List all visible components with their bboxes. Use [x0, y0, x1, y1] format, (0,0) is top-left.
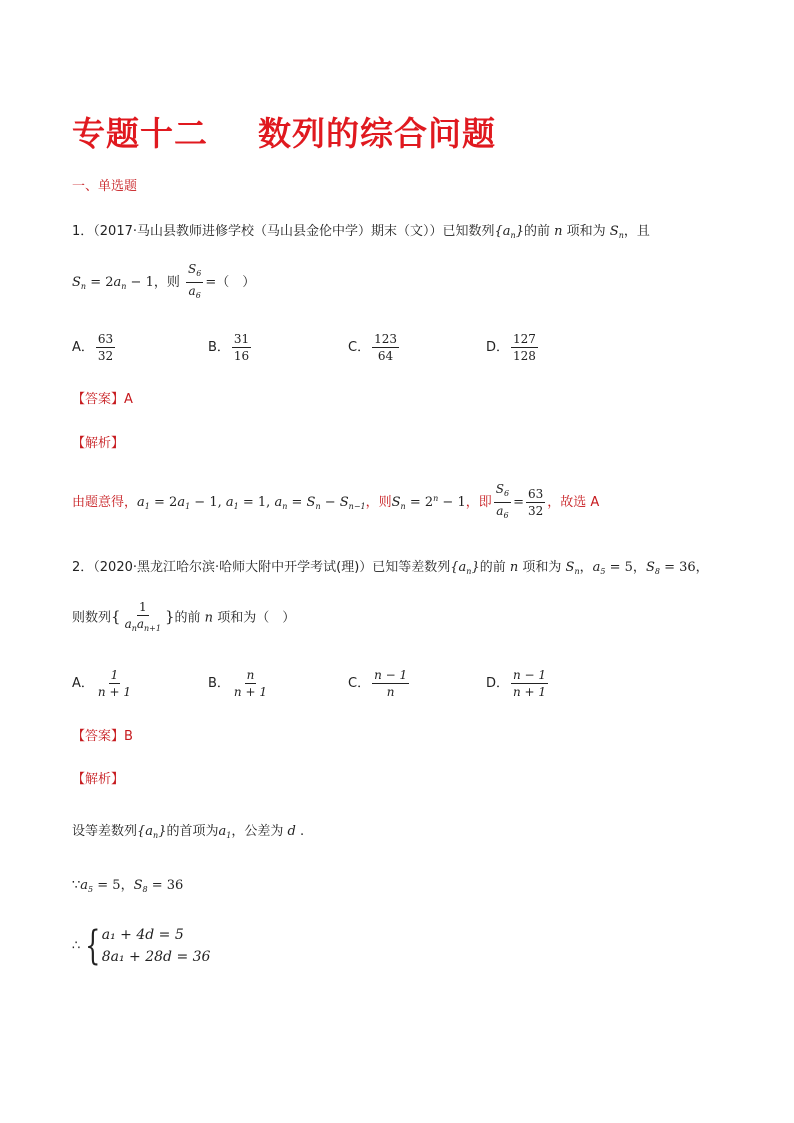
sol1-mid: 的首项为 — [166, 824, 219, 839]
q2-option-b — [208, 668, 271, 699]
q2-mid2: 项和为 — [522, 560, 562, 575]
option-label: D． — [486, 676, 510, 691]
option-den: 128 — [513, 349, 536, 363]
q1-option-d — [486, 332, 540, 363]
q1-option-a — [72, 332, 117, 363]
q1-fraction: $\frac{S_6}{a_6}$ — [188, 262, 202, 300]
option-label: A． — [72, 676, 94, 691]
q2-stem-line2: 则数列{ $\frac{1}{a_na_{n+1}}$ }的前 n 项和为（ ） — [72, 600, 296, 633]
answer-label: 【答案】 — [72, 729, 125, 744]
q2-stem-line1: 2．（2020·黑龙江哈尔滨·哈师大附中开学考试(理)）已知等差数列$\{a_n\}$的前 n 项和为 $S_n$，$a_5 = 5$，$S_8 = 36$， — [72, 560, 709, 576]
answer-value: A — [124, 392, 133, 407]
q1-mid2: 项和为 — [566, 224, 606, 239]
q1-mid1: 的前 — [523, 224, 550, 239]
q2-analysis-label: 【解析】 — [72, 772, 125, 787]
q1-answer — [72, 388, 133, 407]
q1-stem-line1: 1．（2017·马山县教师进修学校（马山县金伦中学）期末（文））已知数列$\{a_n\}$的前 n 项和为 $S_n$，且 — [72, 224, 650, 240]
option-num: 123 — [374, 332, 397, 346]
option-den: n — [386, 685, 395, 699]
q2-solution-line1: 设等差数列$\{a_n\}$的首项为$a_1$，公差为 d . — [72, 824, 305, 840]
answer-label: 【答案】 — [72, 392, 125, 407]
q2-mid1: 的前 — [479, 560, 506, 575]
q2-option-d — [486, 668, 550, 699]
q2-therefore-system: ∴ { a₁ + 4d = 5 8a₁ + 28d = 36 — [72, 923, 211, 969]
option-num: n − 1 — [513, 668, 547, 682]
q2-because-line: $\because a_5 = 5$，$S_8 = 36$ — [72, 878, 184, 894]
sol-num: 63 — [527, 487, 544, 501]
q1-stem-line2: $S_n = 2a_n - 1$，则 $\frac{S_6}{a_6}$ =（ ） — [72, 262, 255, 303]
q2-option-c — [348, 668, 411, 699]
q1-solution: 由题意得，$a_1 = 2a_1 - 1$, $a_1 = 1$, $a_n = S_n - S_{n-1}$，则$S_n = 2^n - 1$，即 $\frac{S_6}{a_6}$ = $\frac{63}{32}$ ，故选 A — [72, 482, 600, 520]
q1-prefix: 1．（2017·马山县教师进修学校（马山县金伦中学）期末（文））已知数列 — [72, 224, 495, 239]
equation-1: a₁ + 4d = 5 — [101, 927, 184, 943]
option-den: 64 — [377, 349, 394, 363]
q1-ask: ，则 — [153, 275, 180, 290]
q2-line2-prefix: 则数列 — [72, 610, 112, 626]
option-label: C． — [348, 676, 371, 691]
option-label: B． — [208, 340, 230, 355]
option-label: D． — [486, 340, 510, 355]
q2-line2-end: 项和为（ ） — [217, 610, 296, 626]
q2-option-a — [72, 668, 135, 699]
therefore-symbol: ∴ — [72, 938, 81, 954]
sol1-end: ，公差为 — [231, 824, 284, 839]
equation-2: 8a₁ + 28d = 36 — [101, 949, 211, 965]
q1-option-b — [208, 332, 253, 363]
option-num: n − 1 — [374, 668, 408, 682]
option-num: 1 — [110, 668, 119, 682]
option-num: 63 — [97, 332, 114, 346]
option-num: 31 — [233, 332, 250, 346]
option-num: 127 — [513, 332, 536, 346]
option-den: 32 — [97, 349, 114, 363]
q1-analysis-label: 【解析】 — [72, 436, 125, 451]
q1-paren: （ ） — [216, 275, 256, 290]
sol-den: 32 — [527, 504, 544, 518]
sol-prefix: 由题意得， — [72, 495, 138, 510]
option-den: n + 1 — [513, 685, 547, 699]
sol1-prefix: 设等差数列 — [72, 824, 138, 839]
answer-value: B — [124, 729, 133, 744]
q2-prefix: 2．（2020·黑龙江哈尔滨·哈师大附中开学考试(理)）已知等差数列 — [72, 560, 451, 575]
q1-seq: $\{a_n\}$ — [494, 224, 524, 240]
title-part2: 数列的综合问题 — [258, 114, 496, 153]
sol-end: ，故选 A — [547, 495, 600, 510]
because-symbol: ∵ — [72, 878, 81, 893]
q1-option-c — [348, 332, 401, 363]
option-label: A． — [72, 340, 94, 355]
option-den: 16 — [233, 349, 250, 363]
option-label: B． — [208, 676, 230, 691]
q2-answer — [72, 725, 133, 744]
q2-line2-mid: 的前 — [174, 610, 201, 626]
option-num: n — [246, 668, 255, 682]
sol-ji: ，即 — [465, 495, 492, 510]
title-part1: 专题十二 — [72, 114, 208, 153]
option-label: C． — [348, 340, 371, 355]
section-heading: 一、单选题 — [72, 179, 138, 194]
q1-end: ，且 — [623, 224, 650, 239]
page-title — [72, 108, 496, 155]
option-den: n + 1 — [97, 685, 131, 699]
option-den: n + 1 — [233, 685, 267, 699]
sol-then: ，则 — [365, 495, 392, 510]
